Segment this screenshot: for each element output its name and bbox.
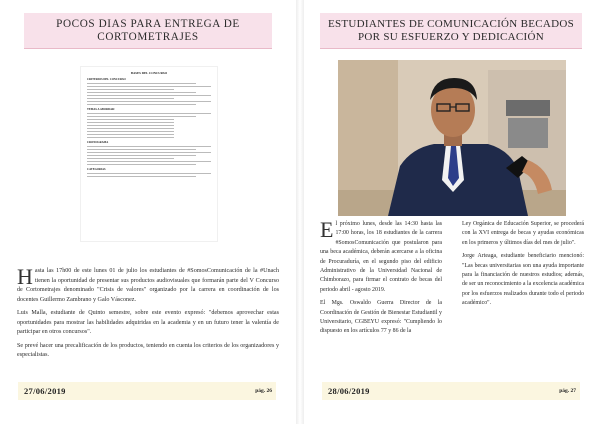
left-page-title-box — [24, 13, 272, 49]
right-article-column-2 — [462, 220, 584, 313]
left-article-body — [17, 264, 279, 365]
article-paragraph: Se prevé hacer una precalificación de los productos, teniendo en cuenta los criterios de los organizadores y especialistas. — [17, 342, 279, 358]
document-section-themes: TEMAS A ABORDAR: — [87, 108, 115, 111]
document-text-block — [87, 173, 211, 177]
photo-illustration — [338, 60, 566, 216]
footer-date: 27/06/2019 — [24, 386, 66, 396]
left-page-footer — [18, 382, 276, 400]
left-page-title: POCOS DIAS PARA ENTREGA DE CORTOMETRAJES — [56, 17, 240, 43]
article-paragraph: El Mgs. Oswaldo Guerra Director de la Coordinación de Gestión de Bienestar Estudiantil y Universitario, CGBEYU expresó: "Cumpliendo lo dispuesto en los artículos 77 y 86 de la — [320, 300, 442, 335]
document-section-schedule: CRONOGRAMA — [87, 141, 109, 144]
article-paragraph: Ley Orgánica de Educación Superior, se procederá con la XVI entrega de becas y ayudas económicas en los primeros y últimos días del mes de julio". — [462, 221, 584, 246]
document-title: BASES DEL CONCURSO — [130, 71, 168, 75]
page-number: pág. 26 — [255, 388, 272, 394]
document-text-block — [87, 83, 211, 105]
document-text-block — [87, 146, 211, 165]
drop-cap: H — [17, 264, 33, 289]
right-article-column-1 — [320, 217, 442, 341]
contest-rules-document — [80, 66, 218, 242]
document-section-criteria: CRITERIOS DEL CONCURSO — [87, 78, 126, 81]
article-photo — [338, 60, 566, 216]
footer-date: 28/06/2019 — [328, 386, 370, 396]
article-paragraph: Luis Malla, estudiante de Quinto semestre, sobre este evento expresó: "debemos aprovechar estas oportunidades para mostrar las habilidades adquiridas en la academia y en un futuro tener la valentía de participar en otros concursos". — [17, 310, 279, 335]
document-text-block — [87, 113, 211, 138]
article-paragraph: Hasta las 17h00 de este lunes 01 de julio los estudiantes de #SomosComunicación de la #Unach tienen la oportunidad de presentar sus productos audiovisuales que formarán parte del V Concurso de Cortometrajes denominado "Crisis de valores" organizado por la carrera en coordinación de los docentes Guillermo Zambrano y Galo Vásconez. — [17, 264, 279, 303]
article-paragraph: El próximo lunes, desde las 14:30 hasta las 17:00 horas, los 18 estudiantes de la carrera #SomosComunicación que postularon para una beca académica, deberán acercarse a la oficina de Procuraduría, en el segundo piso del edificio Administrativo de la Universidad Nacional de Chimborazo, para firmar el contrato de becas del periodo abril - agosto 2019. — [320, 217, 442, 293]
right-page-footer — [322, 382, 580, 400]
right-page-title: ESTUDIANTES DE COMUNICACIÓN BECADOS POR SU ESFUERZO Y DEDICACIÓN — [327, 17, 575, 43]
page-gutter — [296, 0, 304, 424]
drop-cap: E — [320, 217, 334, 242]
document-section-categories: CATEGORIAS — [87, 168, 106, 171]
article-paragraph: Jorge Arteaga, estudiante beneficiario mencionó: "Las becas universitarias son una ayuda importante para la financiación de nuestros estudios; además, de ser un reconocimiento a la excelencia académica por los esfuerzos realizados durante todo el periodo académico". — [462, 253, 584, 307]
right-page-title-box — [320, 13, 582, 49]
right-page — [304, 0, 600, 424]
page-number: pág. 27 — [559, 388, 576, 394]
left-page — [0, 0, 296, 424]
